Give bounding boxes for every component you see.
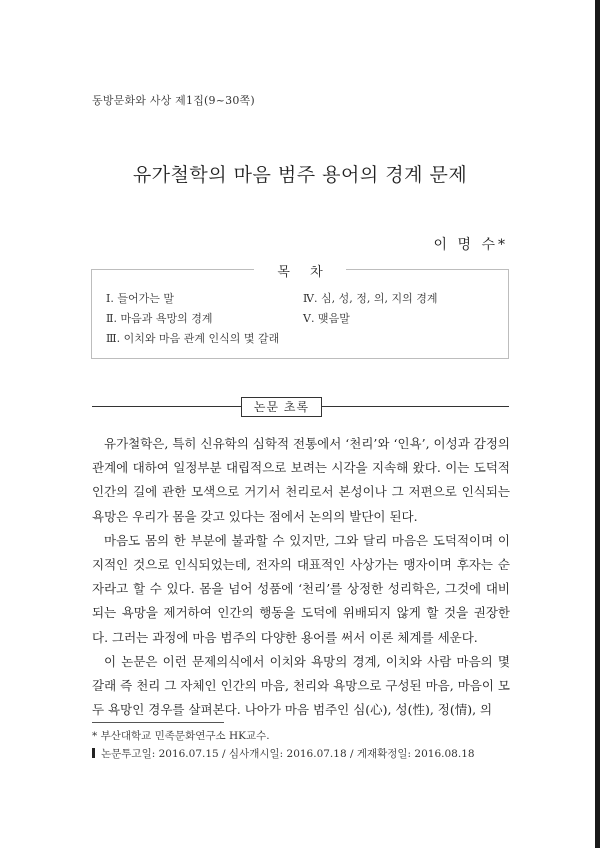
- author-name: 이 명 수*: [433, 237, 508, 253]
- toc-item: Ⅰ. 들어가는 말: [106, 292, 174, 305]
- toc-item: Ⅴ. 맺음말: [303, 312, 350, 325]
- abstract-paragraph: 이 논문은 이런 문제의식에서 이치와 욕망의 경계, 이치와 사람 마음의 몇 갈래 즉 천리 그 자체인 인간의 마음, 천리와 욕망으로 구성된 마음, 마음이 모두 욕망인 경우를 살펴본다. 나아가 마음 범주인 심(心), 성(性), 정(情), 의: [92, 653, 510, 718]
- footnote-bar-mark: [92, 748, 95, 758]
- toc-item: Ⅳ. 심, 성, 정, 의, 지의 경계: [303, 292, 438, 305]
- footnote-affiliation: * 부산대학교 민족문화연구소 HK교수.: [92, 730, 270, 742]
- abstract-rule-left: [92, 406, 241, 407]
- page-edge-bar: [595, 0, 600, 848]
- running-head: 동방문화와 사상 제1집(9~30쪽): [92, 94, 255, 107]
- toc-item: Ⅱ. 마음과 욕망의 경계: [106, 312, 213, 325]
- footnote-rule: [92, 722, 224, 723]
- paper-title: 유가철학의 마음 범주 용어의 경계 문제: [132, 164, 468, 186]
- toc-item: Ⅲ. 이치와 마음 관계 인식의 몇 갈래: [106, 332, 280, 345]
- abstract-paragraph: 유가철학은, 특히 신유학의 심학적 전통에서 ‘천리’와 ‘인욕’, 이성과 감정의 관계에 대하여 일정부분 대립적으로 보려는 시각을 지속해 왔다. 이는 도덕적 인간의 길에 관한 모색으로 거기서 천리로서 본성이나 그 저편으로 인식되는 욕망은 우리가 몸을 갖고 있다는 점에서 논의의 발단이 된다.: [92, 436, 510, 524]
- abstract-label: 논문 초록: [241, 397, 322, 417]
- footnote-dates: [92, 746, 475, 761]
- abstract-rule-right: [322, 406, 509, 407]
- abstract-paragraph: 마음도 몸의 한 부분에 불과할 수 있지만, 그와 달리 마음은 도덕적이며 이지적인 것으로 인식되었는데, 전자의 대표적인 사상가는 맹자이며 후자는 순자라고 할 수 있다. 몸을 넘어 성품에 ‘천리’를 상정한 성리학은, 그것에 대비되는 욕망을 제거하여 인간의 행동을 도덕에 위배되지 않게 할 것을 권장한다. 그러는 과정에 마음 범주의 다양한 용어를 써서 이론 체계를 세운다.: [92, 532, 510, 645]
- abstract-body: [92, 432, 510, 722]
- footnote-dates-text: 논문투고일: 2016.07.15 / 심사개시일: 2016.07.18 / 게재확정일: 2016.08.18: [101, 748, 475, 760]
- toc-title: 목 차: [254, 261, 346, 280]
